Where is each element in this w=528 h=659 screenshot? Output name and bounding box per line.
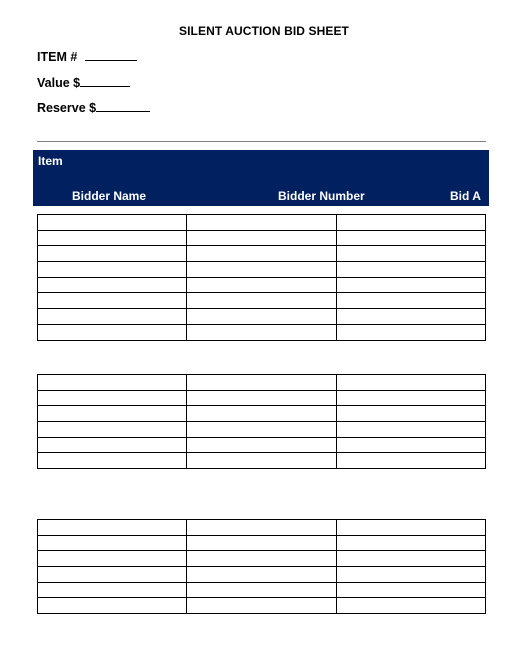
table-row <box>38 582 486 598</box>
bidder-number-cell[interactable] <box>187 437 337 453</box>
bid-amount-cell[interactable] <box>337 309 486 325</box>
bidder-number-cell[interactable] <box>187 215 337 231</box>
bidder-number-cell[interactable] <box>187 551 337 567</box>
bid-table-3 <box>37 519 486 614</box>
bidder-number-cell[interactable] <box>187 262 337 278</box>
table-row <box>38 406 486 422</box>
bidder-name-cell[interactable] <box>38 582 187 598</box>
bidder-name-cell[interactable] <box>38 551 187 567</box>
table-row <box>38 437 486 453</box>
table-row <box>38 535 486 551</box>
bid-table-2-body <box>38 375 486 469</box>
bidder-number-cell[interactable] <box>187 293 337 309</box>
table-row <box>38 277 486 293</box>
table-row <box>38 390 486 406</box>
bidder-number-cell[interactable] <box>187 406 337 422</box>
bidder-number-cell[interactable] <box>187 309 337 325</box>
table-row <box>38 324 486 340</box>
bid-amount-cell[interactable] <box>337 453 486 469</box>
table-row <box>38 567 486 583</box>
bidder-name-cell[interactable] <box>38 230 187 246</box>
bid-amount-cell[interactable] <box>337 277 486 293</box>
value-label: Value $ <box>37 76 81 90</box>
sheet-title: SILENT AUCTION BID SHEET <box>179 24 349 38</box>
bidder-name-cell[interactable] <box>38 277 187 293</box>
bidder-number-cell[interactable] <box>187 520 337 536</box>
table-row <box>38 309 486 325</box>
reserve-label: Reserve $ <box>37 101 97 115</box>
bidder-name-cell[interactable] <box>38 406 187 422</box>
header-bid-amount: Bid A <box>450 189 481 203</box>
table-row <box>38 453 486 469</box>
bidder-name-cell[interactable] <box>38 215 187 231</box>
bidder-name-cell[interactable] <box>38 437 187 453</box>
table-row <box>38 262 486 278</box>
bid-amount-cell[interactable] <box>337 551 486 567</box>
bid-amount-cell[interactable] <box>337 375 486 391</box>
bidder-name-cell[interactable] <box>38 422 187 438</box>
bidder-number-cell[interactable] <box>187 598 337 614</box>
bidder-number-cell[interactable] <box>187 535 337 551</box>
bid-amount-cell[interactable] <box>337 598 486 614</box>
item-number-blank[interactable] <box>85 48 137 61</box>
bidder-name-cell[interactable] <box>38 598 187 614</box>
bid-amount-cell[interactable] <box>337 324 486 340</box>
item-number-label: ITEM # <box>37 50 78 64</box>
reserve-field <box>37 99 150 115</box>
bidder-number-cell[interactable] <box>187 375 337 391</box>
bid-table-2 <box>37 374 486 469</box>
bid-amount-cell[interactable] <box>337 422 486 438</box>
item-number-field <box>37 48 137 64</box>
bid-amount-cell[interactable] <box>337 567 486 583</box>
bidder-number-cell[interactable] <box>187 324 337 340</box>
bid-amount-cell[interactable] <box>337 406 486 422</box>
column-header-band <box>33 150 489 206</box>
bidder-name-cell[interactable] <box>38 520 187 536</box>
table-row <box>38 551 486 567</box>
bidder-number-cell[interactable] <box>187 567 337 583</box>
value-blank[interactable] <box>80 74 130 87</box>
bidder-name-cell[interactable] <box>38 309 187 325</box>
bidder-name-cell[interactable] <box>38 375 187 391</box>
bid-amount-cell[interactable] <box>337 293 486 309</box>
bid-amount-cell[interactable] <box>337 215 486 231</box>
bidder-number-cell[interactable] <box>187 390 337 406</box>
table-row <box>38 215 486 231</box>
table-row <box>38 520 486 536</box>
value-field <box>37 74 130 90</box>
bid-table-3-body <box>38 520 486 614</box>
bid-amount-cell[interactable] <box>337 535 486 551</box>
bidder-name-cell[interactable] <box>38 390 187 406</box>
table-row <box>38 375 486 391</box>
bid-amount-cell[interactable] <box>337 582 486 598</box>
reserve-blank[interactable] <box>96 99 150 112</box>
bidder-number-cell[interactable] <box>187 582 337 598</box>
table-row <box>38 230 486 246</box>
header-bidder-number: Bidder Number <box>278 189 365 203</box>
bidder-name-cell[interactable] <box>38 262 187 278</box>
table-row <box>38 246 486 262</box>
divider-line <box>37 141 486 142</box>
bidder-name-cell[interactable] <box>38 535 187 551</box>
bid-table-1-body <box>38 215 486 341</box>
bid-amount-cell[interactable] <box>337 520 486 536</box>
bidder-name-cell[interactable] <box>38 324 187 340</box>
bid-amount-cell[interactable] <box>337 390 486 406</box>
table-row <box>38 598 486 614</box>
table-row <box>38 293 486 309</box>
header-item-label: Item <box>38 154 63 168</box>
bidder-number-cell[interactable] <box>187 246 337 262</box>
bidder-name-cell[interactable] <box>38 246 187 262</box>
bid-table-1 <box>37 214 486 341</box>
bidder-name-cell[interactable] <box>38 293 187 309</box>
bid-amount-cell[interactable] <box>337 246 486 262</box>
bidder-number-cell[interactable] <box>187 422 337 438</box>
bidder-number-cell[interactable] <box>187 453 337 469</box>
bidder-number-cell[interactable] <box>187 230 337 246</box>
table-row <box>38 422 486 438</box>
bidder-name-cell[interactable] <box>38 453 187 469</box>
bidder-name-cell[interactable] <box>38 567 187 583</box>
bid-amount-cell[interactable] <box>337 230 486 246</box>
header-bidder-name: Bidder Name <box>72 189 147 203</box>
bid-amount-cell[interactable] <box>337 262 486 278</box>
bid-amount-cell[interactable] <box>337 437 486 453</box>
bidder-number-cell[interactable] <box>187 277 337 293</box>
